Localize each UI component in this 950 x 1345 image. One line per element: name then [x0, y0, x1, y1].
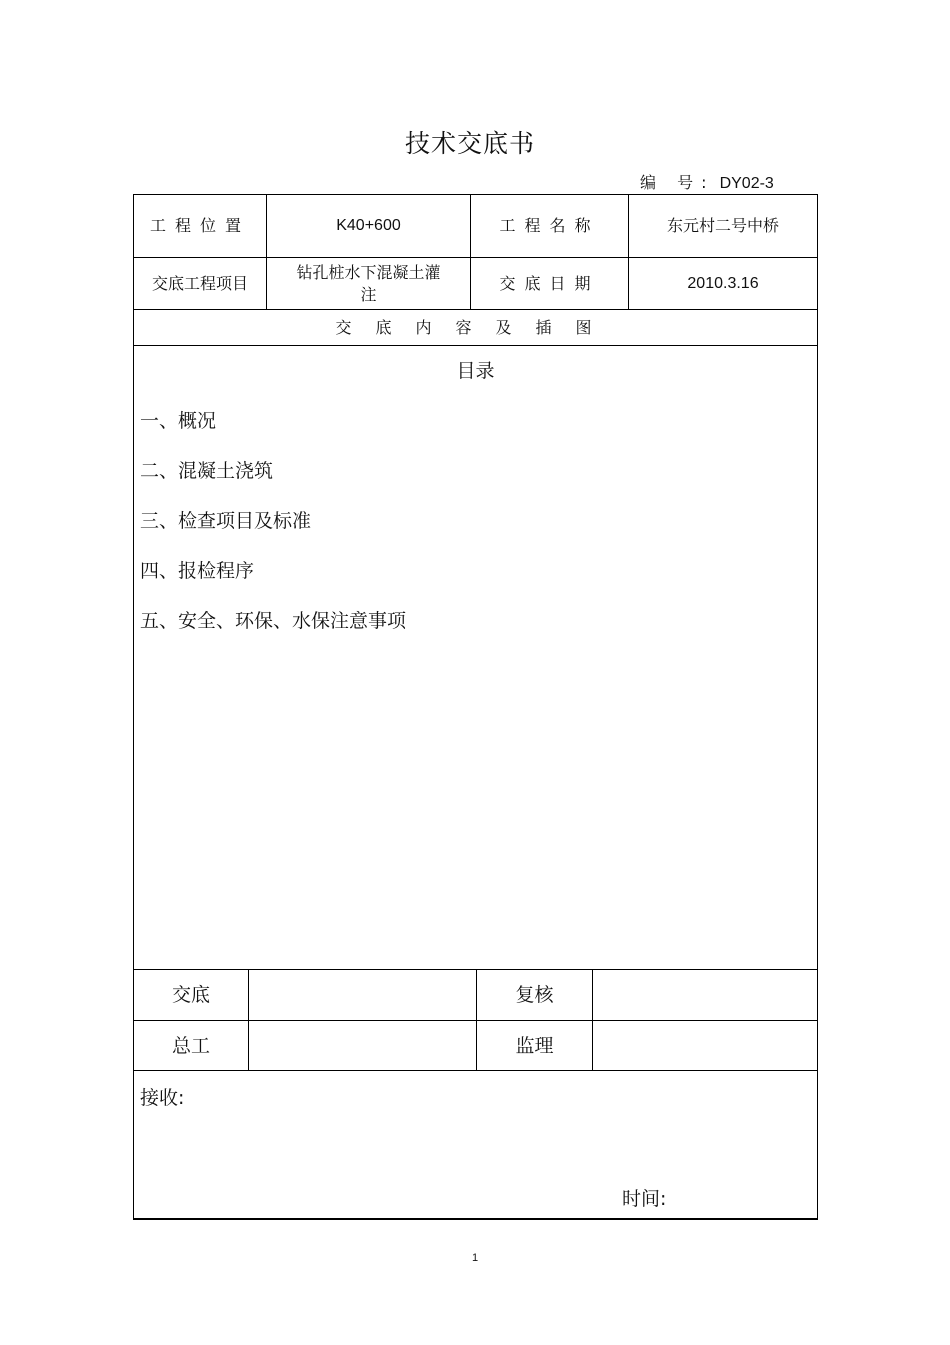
toc-item: 一、概况	[140, 410, 217, 432]
item-value-line2: 注	[360, 284, 377, 304]
section-header: 交底内容及插图	[335, 317, 616, 337]
project-name-label: 工程名称	[499, 216, 600, 235]
toc-item: 四、报检程序	[140, 560, 255, 582]
time-label: 时间:	[622, 1188, 667, 1210]
page-number: 1	[471, 1252, 479, 1264]
date-value: 2010.3.16	[687, 274, 759, 292]
document-title: 技术交底书	[404, 129, 535, 158]
handover-label: 交底	[171, 984, 210, 1006]
item-value-line1: 钻孔桩水下混凝土灌	[296, 262, 441, 282]
chief-engineer-label: 总工	[171, 1034, 210, 1057]
location-value: K40+600	[336, 217, 401, 234]
document-number	[640, 170, 774, 193]
toc-item: 二、混凝土浇筑	[140, 460, 274, 482]
location-label: 工程位置	[149, 216, 250, 235]
document-number-value: DY02-3	[719, 175, 774, 192]
project-name-value: 东元村二号中桥	[666, 216, 779, 235]
review-label: 复核	[515, 984, 554, 1006]
supervision-label: 监理	[515, 1034, 554, 1057]
item-label: 交底工程项目	[151, 273, 248, 293]
toc-title: 目录	[456, 360, 495, 382]
date-label: 交底日期	[499, 273, 600, 293]
document-number-label: 编 号:	[640, 173, 715, 192]
item-value	[267, 258, 470, 309]
receive-label: 接收:	[140, 1087, 185, 1109]
technical-disclosure-form	[133, 194, 818, 1220]
toc-item: 三、检查项目及标准	[140, 510, 312, 532]
toc-item: 五、安全、环保、水保注意事项	[140, 610, 407, 632]
